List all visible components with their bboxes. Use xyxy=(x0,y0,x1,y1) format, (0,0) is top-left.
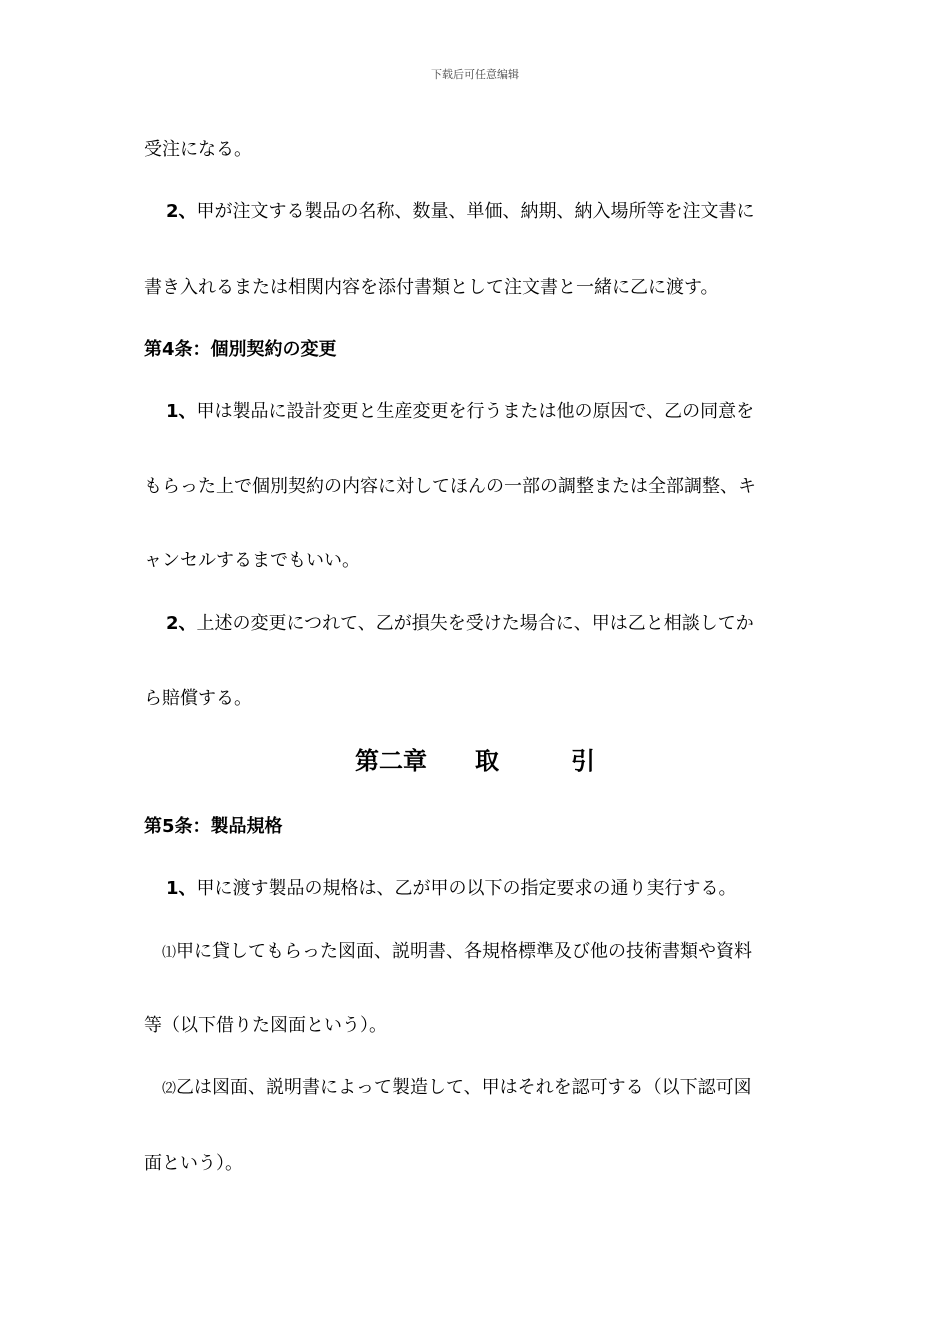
paragraph-line: もらった上で個別契約の内容に対してほんの一部の調整または全部調整、キ xyxy=(144,476,756,497)
paragraph-line: ら賠償する。 xyxy=(144,688,252,709)
chapter-title: 第二章 取 引 xyxy=(355,747,595,775)
clause-item xyxy=(166,877,737,901)
article-4-heading: 第4条：個別契約の変更 xyxy=(144,339,337,360)
clause-item xyxy=(166,200,755,224)
page-header-note: 下载后可任意编辑 xyxy=(431,68,519,81)
clause-text: 甲が注文する製品の名称、数量、単価、納期、納入場所等を注文書に xyxy=(196,201,755,222)
paragraph-line: 等（以下借りた図面という）。 xyxy=(144,1015,387,1036)
sub-clause-item xyxy=(162,940,752,965)
sub-clause-item xyxy=(162,1076,752,1101)
clause-number: 2、 xyxy=(166,613,197,634)
sub-clause-number: ⑵ xyxy=(162,1081,176,1097)
clause-number: 1、 xyxy=(166,878,197,899)
paragraph-line: 書き入れるまたは相関内容を添付書類として注文書と一緒に乙に渡す。 xyxy=(144,277,719,298)
clause-item xyxy=(166,400,754,424)
clause-number: 2、 xyxy=(166,201,197,222)
paragraph-line: ャンセルするまでもいい。 xyxy=(144,550,360,571)
clause-text: 甲に渡す製品の規格は、乙が甲の以下の指定要求の通り実行する。 xyxy=(196,878,737,899)
clause-text: 上述の変更につれて、乙が損失を受けた場合に、甲は乙と相談してか xyxy=(196,613,754,634)
paragraph-line: 受注になる。 xyxy=(144,139,252,160)
article-5-heading: 第5条：製品規格 xyxy=(144,816,283,837)
clause-text: 甲は製品に設計変更と生産変更を行うまたは他の原因で、乙の同意を xyxy=(196,401,755,422)
clause-item xyxy=(166,612,754,636)
paragraph-line: 面という）。 xyxy=(144,1153,243,1174)
sub-clause-text: 甲に貸してもらった図面、説明書、各規格標準及び他の技術書類や資料 xyxy=(176,941,752,962)
clause-number: 1、 xyxy=(166,401,197,422)
sub-clause-text: 乙は図面、説明書によって製造して、甲はそれを認可する（以下認可図 xyxy=(176,1077,752,1098)
sub-clause-number: ⑴ xyxy=(162,945,176,961)
